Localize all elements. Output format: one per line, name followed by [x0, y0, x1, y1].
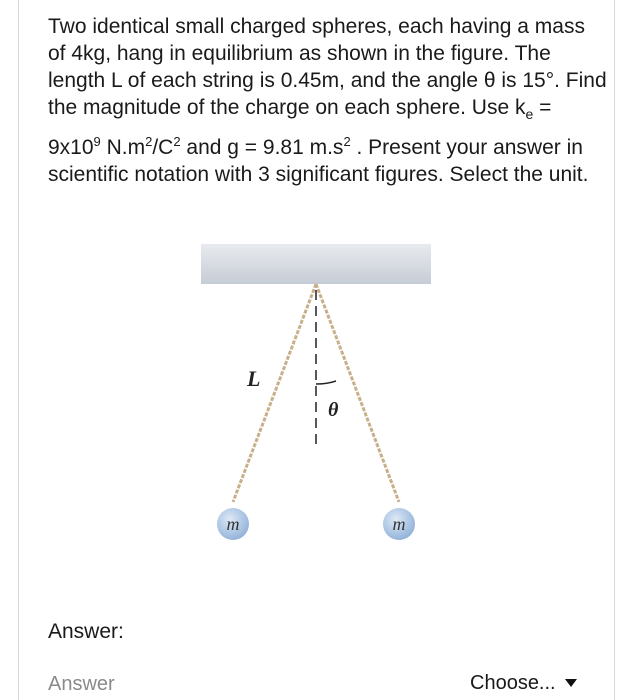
question-text: Two identical small charged spheres, each having a mass of 4kg, hang in equilibrium as shown in the figure. The length L of each string is 0.45m, and the angle θ is 15°. Find the magnitude of the charge on each sphere. Use $k_e = 9x10^9$ $N.m^2/C^2$ and g = 9.81 $m.s^2$ . Present your answer in scientific notation with 3 significant figures. Select the unit.	[48, 15, 607, 187]
string-left	[233, 284, 316, 502]
angle-label: θ	[328, 399, 339, 421]
answer-label: Answer:	[48, 620, 124, 643]
mass-label-right: m	[392, 514, 406, 534]
unit-select[interactable]	[470, 668, 577, 698]
pendulum-diagram	[195, 236, 440, 556]
answer-input[interactable]	[46, 668, 280, 700]
pendulum-figure	[195, 236, 440, 556]
length-label: L	[247, 366, 261, 391]
angle-arc	[316, 381, 336, 384]
chevron-down-icon	[565, 679, 577, 687]
ceiling	[201, 244, 431, 284]
unit-select-value: Choose...	[470, 671, 556, 694]
string-right	[316, 284, 399, 502]
mass-label-left: m	[226, 514, 240, 534]
